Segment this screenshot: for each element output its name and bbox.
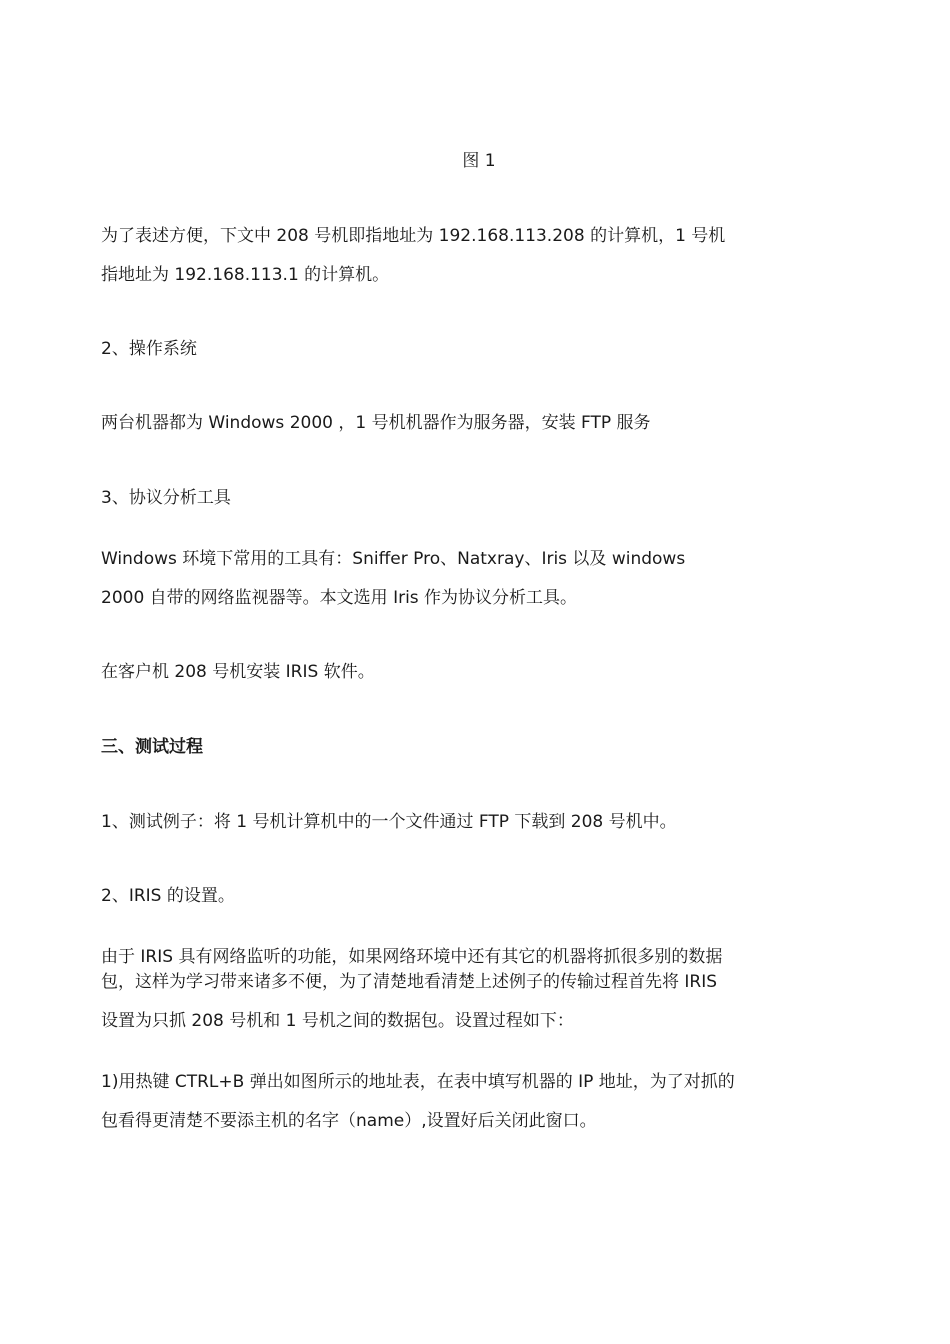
paragraph-test-example: 1、测试例子：将 1 号机计算机中的一个文件通过 FTP 下载到 208 号机中。	[101, 812, 677, 832]
paragraph-addressing-line-2: 指地址为 192.168.113.1 的计算机。	[101, 265, 390, 285]
paragraph-tools-line-2: 2000 自带的网络监视器等。本文选用 Iris 作为协议分析工具。	[101, 588, 578, 608]
heading-protocol-tools: 3、协议分析工具	[101, 488, 231, 508]
paragraph-step-1-line-2: 包看得更清楚不要添主机的名字（name）,设置好后关闭此窗口。	[101, 1111, 597, 1131]
figure-caption: 图 1	[462, 151, 496, 171]
paragraph-iris-filter-line-3: 设置为只抓 208 号机和 1 号机之间的数据包。设置过程如下：	[101, 1011, 574, 1031]
paragraph-iris-filter-line-1: 由于 IRIS 具有网络监听的功能，如果网络环境中还有其它的机器将抓很多别的数据	[101, 947, 723, 967]
paragraph-os-description: 两台机器都为 Windows 2000 ，1 号机机器作为服务器，安装 FTP 服务	[101, 413, 651, 433]
heading-iris-settings: 2、IRIS 的设置。	[101, 886, 235, 906]
paragraph-iris-filter-line-2: 包，这样为学习带来诸多不便，为了清楚地看清楚上述例子的传输过程首先将 IRIS	[101, 972, 718, 992]
paragraph-step-1-line-1: 1)用热键 CTRL+B 弹出如图所示的地址表，在表中填写机器的 IP 地址，为了对抓的	[101, 1072, 735, 1092]
paragraph-addressing-line-1: 为了表述方便，下文中 208 号机即指地址为 192.168.113.208 的计算机，1 号机	[101, 226, 726, 246]
section-heading-test-process: 三、测试过程	[101, 737, 203, 757]
paragraph-install-iris: 在客户机 208 号机安装 IRIS 软件。	[101, 662, 375, 682]
heading-operating-system: 2、操作系统	[101, 339, 197, 359]
paragraph-tools-line-1: Windows 环境下常用的工具有：Sniffer Pro、Natxray、Iris 以及 windows	[101, 549, 686, 569]
